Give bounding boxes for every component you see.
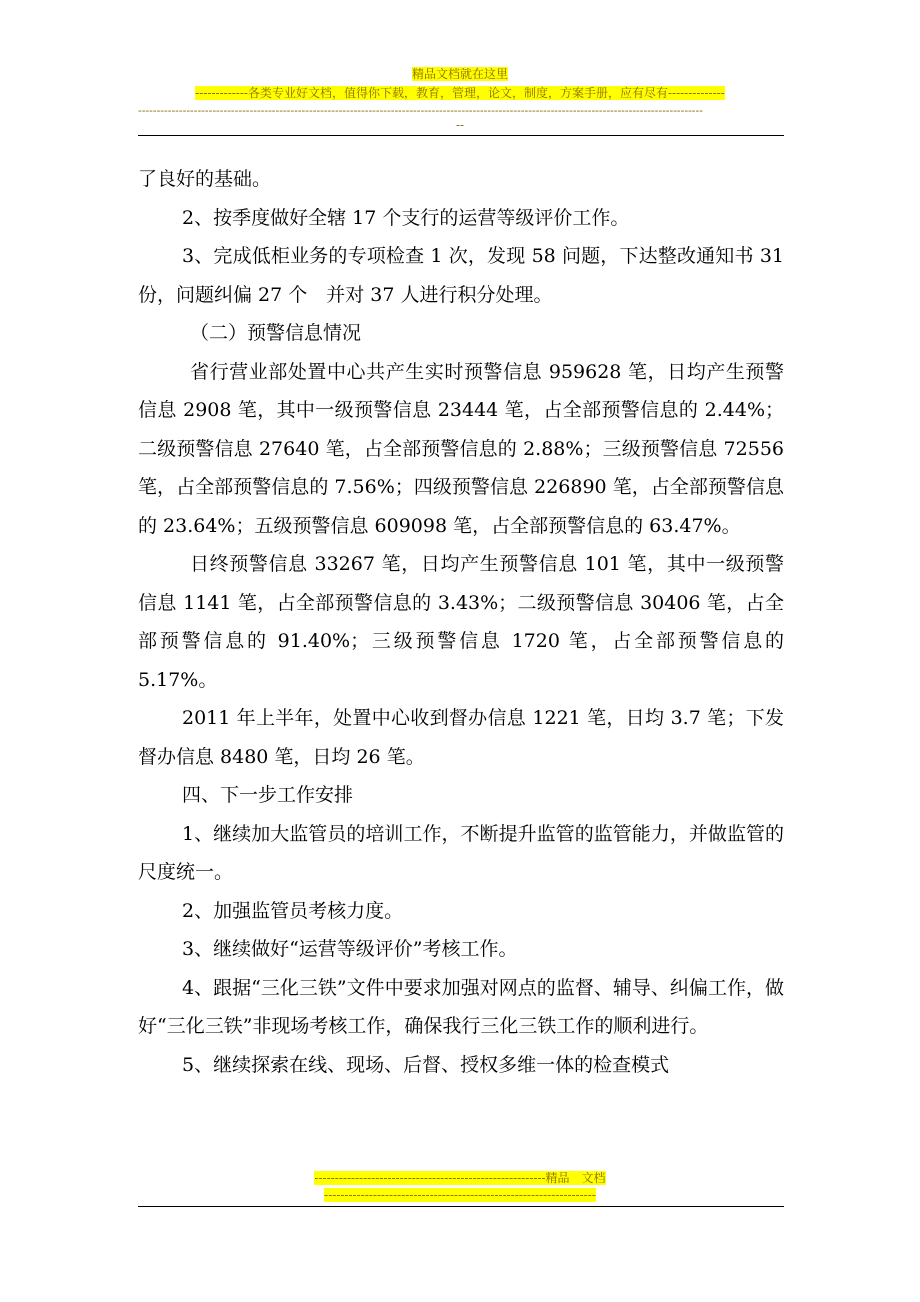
footer-dash-text: ------------------------------------------------------------------- <box>324 1188 596 1202</box>
paragraph-step-1: 1、继续加大监管员的培训工作，不断提升监管的监管能力，并做监管的尺度统一。 <box>138 822 784 883</box>
header-title-text: 精品文档就在这里 <box>411 67 508 81</box>
header-banner-title <box>0 66 920 82</box>
footer-text: ---------------------------------------------------------精品 文档 <box>314 1171 606 1185</box>
header-dash-line: -------------------------------------------------------------------------------------------------------------------------------------------------------- <box>138 104 703 117</box>
section-heading-warning-info: （二）预警信息情况 <box>190 322 362 344</box>
section-heading-next-steps: 四、下一步工作安排 <box>182 784 354 806</box>
header-rule <box>138 135 784 136</box>
footer-rule <box>138 1206 784 1207</box>
document-body <box>138 160 784 1084</box>
footer-banner <box>0 1170 920 1186</box>
header-banner-slogan <box>0 85 920 101</box>
header-dash-tail: -- <box>455 118 465 132</box>
paragraph-item-2: 2、按季度做好全辖 17 个支行的运营等级评价工作。 <box>182 206 630 229</box>
paragraph-step-3: 3、继续做好“运营等级评价”考核工作。 <box>182 938 518 960</box>
paragraph-item-3: 3、完成低柜业务的专项检查 1 次，发现 58 问题，下达整改通知书 31 份，问题纠偏 27 个 并对 37 人进行积分处理。 <box>138 245 784 306</box>
paragraph-step-2: 2、加强监管员考核力度。 <box>182 899 404 922</box>
paragraph-realtime-warnings: 省行营业部处置中心共产生实时预警信息 959628 笔，日均产生预警信息 2908 笔，其中一级预警信息 23444 笔，占全部预警信息的 2.44%；二级预警信息 27640 笔，占全部预警信息的 2.88%；三级预警信息 72556 笔，占全部预警信息的 7.56%；四级预警信息 226890 笔，占全部预警信息的 23.64%；五级预警信息 609098 笔，占全部预警信息的 63.47%。 <box>138 360 784 537</box>
footer-dash-line <box>0 1187 920 1203</box>
header-slogan-text: -------------各类专业好文档，值得你下载，教育，管理，论文，制度，方案手册，应有尽有-------------- <box>195 86 725 100</box>
paragraph-continuation: 了良好的基础。 <box>138 168 272 190</box>
paragraph-step-5: 5、继续探索在线、现场、后督、授权多维一体的检查模式 <box>182 1053 670 1076</box>
paragraph-endofday-warnings: 日终预警信息 33267 笔，日均产生预警信息 101 笔，其中一级预警信息 1141 笔，占全部预警信息的 3.43%；二级预警信息 30406 笔，占全部预警信息的 91.40%；三级预警信息 1720 笔，占全部预警信息的 5.17%。 <box>138 553 784 691</box>
paragraph-step-4: 4、跟据“三化三铁”文件中要求加强对网点的监督、辅导、纠偏工作，做好“三化三铁”非现场考核工作，确保我行三化三铁工作的顺利进行。 <box>138 976 784 1037</box>
paragraph-supervision-info: 2011 年上半年，处置中心收到督办信息 1221 笔，日均 3.7 笔；下发督办信息 8480 笔，日均 26 笔。 <box>138 707 784 768</box>
